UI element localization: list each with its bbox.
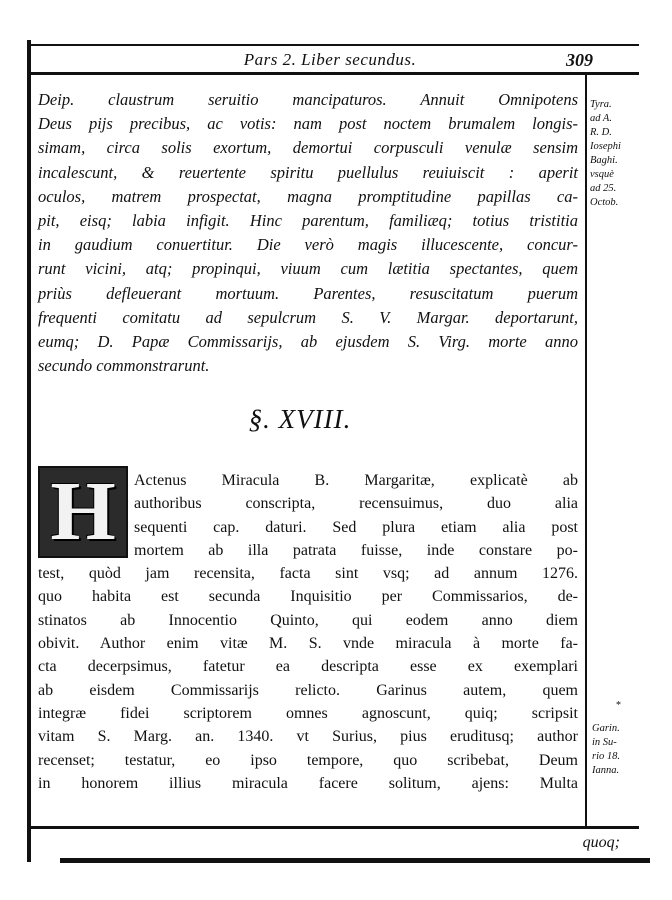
section-heading: §. XVIII. xyxy=(248,404,352,434)
margin-divider xyxy=(585,74,587,826)
text-line: obivit. Author enim vitæ M. S. vnde miracula à morte fa- xyxy=(38,635,578,653)
italic-paragraph xyxy=(38,88,578,378)
margin-line: rio 18. xyxy=(592,751,621,762)
text-line: authoribus conscripta, recensuimus, duo alia xyxy=(134,495,578,513)
running-head: Pars 2. Liber secundus. xyxy=(243,50,417,69)
text-line: Actenus Miracula B. Margaritæ, explicatè ab xyxy=(134,472,578,489)
text-line: mortem ab illa patrata fuisse, inde constare po- xyxy=(134,541,578,559)
text-line: runt vicini, atq; propinqui, viuum cum lætitia spectantes, quem xyxy=(38,259,578,279)
margin-line: Iosephi xyxy=(590,141,621,152)
text-line: in honorem illius miracula facere solitum, ajens: Multa xyxy=(38,774,578,792)
catchword: quoq; xyxy=(582,834,620,851)
margin-line: Tyra. xyxy=(590,99,612,110)
margin-star: * xyxy=(616,700,621,711)
margin-line: in Su- xyxy=(592,737,617,748)
text-line: stinatos ab Innocentio Quinto, qui eodem anno diem xyxy=(38,611,578,629)
text-line: recenset; testatur, eo ipso tempore, quo scribebat, Deum xyxy=(38,751,578,769)
top-rule xyxy=(27,44,639,46)
margin-line: R. D. xyxy=(590,127,612,138)
text-line: integræ fidei scriptorem omnes agnoscunt, quiq; scripsit xyxy=(38,704,578,722)
text-line: oculos, matrem prospectat, magna promptitudine papillas ca- xyxy=(38,186,578,206)
text-line: incalescunt, & reuertente spiritu puellulus reuiuiscit : aperit xyxy=(38,162,578,182)
initial-letter: H xyxy=(50,465,116,558)
text-line: frequenti comitatu ad sepulcrum S. V. Margar. deportarunt, xyxy=(38,307,578,327)
text-line: cta decerpsimus, fatetur ea descripta esse ex exemplari xyxy=(38,658,578,676)
roman-paragraph xyxy=(38,465,578,795)
text-line: quo habita est secunda Inquisitio per Commissarios, de- xyxy=(38,588,578,606)
margin-line: Ianna. xyxy=(592,765,620,776)
text-line: eumq; D. Papæ Commissarijs, ab ejusdem S. Virg. morte anno xyxy=(38,332,578,352)
text-line: sequenti cap. daturi. Sed plura etiam alia post xyxy=(134,518,578,536)
text-line: Deip. claustrum seruitio mancipaturos. Annuit Omnipotens xyxy=(38,90,578,109)
header-rule xyxy=(27,72,639,75)
page-number: 309 xyxy=(566,50,593,70)
text-line: priùs defleuerant mortuum. Parentes, resuscitatum puerum xyxy=(38,283,578,303)
bottom-rule xyxy=(27,826,639,829)
margin-line: Baghi. xyxy=(590,155,618,166)
text-line: Deus pijs precibus, ac votis: nam post noctem brumalem longis- xyxy=(38,114,578,134)
margin-line: vsquè xyxy=(590,169,614,180)
text-line: pit, eisq; labia infigit. Hinc parentum, familiæq; totius tristitia xyxy=(38,211,578,231)
text-line: secundo commonstrarunt. xyxy=(38,356,210,376)
margin-line: ad A. xyxy=(590,113,612,124)
text-line: ab eisdem Commissarijs relicto. Garinus autem, quem xyxy=(38,681,578,699)
margin-line: Garin. xyxy=(592,723,620,734)
text-line: simam, circa solis exortum, demortui corpusculi venulæ sensim xyxy=(38,138,578,158)
text-line: test, quòd jam recensita, facta sint vsq; ad annum 1276. xyxy=(38,565,578,583)
text-line: in gaudium conuertitur. Die verò magis illucescente, concur- xyxy=(38,235,578,255)
margin-line: Octob. xyxy=(590,197,619,208)
margin-line: ad 25. xyxy=(590,183,617,194)
margin-note-tyra xyxy=(590,98,638,210)
left-frame-line xyxy=(27,40,31,862)
margin-note-garin xyxy=(592,722,640,778)
bottom-thick-rule xyxy=(60,858,650,863)
text-line: vitam S. Marg. an. 1340. vt Surius, pius eruditusq; author xyxy=(38,728,578,746)
